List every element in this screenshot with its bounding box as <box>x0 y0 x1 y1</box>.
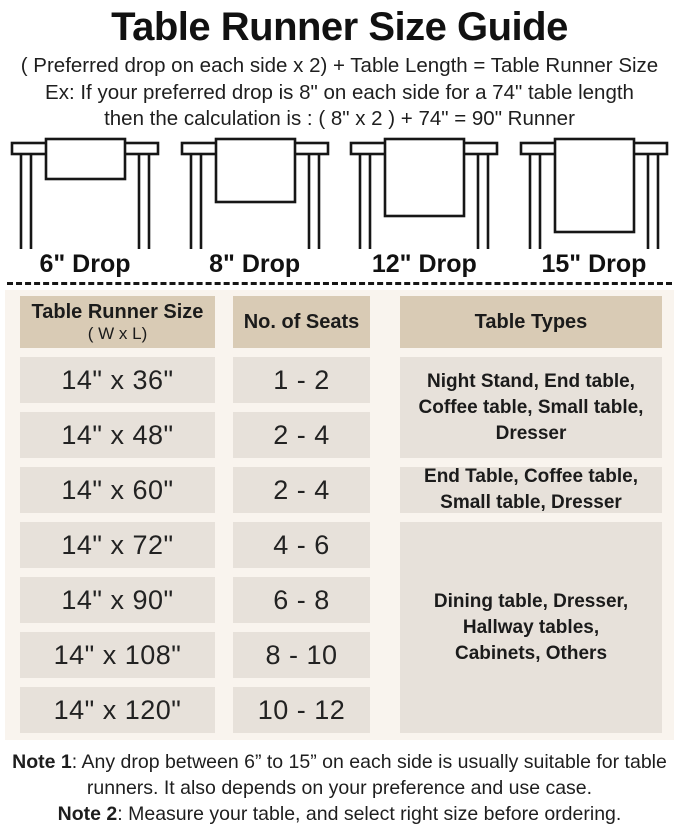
column-header-types <box>400 296 662 348</box>
note-1-text: : Any drop between 6” to 15” on each side is usually suitable for table runners. It also depends on your preference and use case. <box>71 751 667 799</box>
note-2-text: : Measure your table, and select right size before ordering. <box>117 803 622 825</box>
column-header-seats-title: No. of Seats <box>243 310 360 333</box>
table-types-cell <box>400 522 662 733</box>
seats-value: 2 - 4 <box>273 474 330 505</box>
size-cell <box>20 577 215 623</box>
formula-text: ( Preferred drop on each side x 2) + Table Length = Table Runner Size <box>20 54 659 77</box>
size-value: 14" x 72" <box>61 529 174 560</box>
drop-figure-15 <box>510 137 678 278</box>
note-1 <box>0 749 679 801</box>
drop-figure-8 <box>171 137 339 278</box>
table-types-cell <box>400 357 662 458</box>
size-guide-panel <box>5 290 674 740</box>
notes-section <box>0 749 679 827</box>
column-header-types-title: Table Types <box>474 310 588 333</box>
runner-rect <box>385 139 464 216</box>
size-cell <box>20 467 215 513</box>
seats-cell <box>233 577 370 623</box>
seats-value: 2 - 4 <box>273 419 330 450</box>
size-value: 14" x 60" <box>61 474 174 505</box>
drop-label: 8" Drop <box>209 250 301 278</box>
example-line-2: then the calculation is : ( 8" x 2 ) + 74" = 90" Runner <box>104 107 575 130</box>
size-cell <box>20 357 215 403</box>
runner-rect <box>555 139 634 232</box>
column-header-size-subtitle: ( W x L) <box>87 324 148 343</box>
size-cell <box>20 687 215 733</box>
drop-label: 12" Drop <box>371 250 477 278</box>
column-header-size-title: Table Runner Size <box>31 301 204 323</box>
seats-value: 10 - 12 <box>257 694 346 725</box>
size-cell <box>20 632 215 678</box>
seats-value: 6 - 8 <box>273 584 330 615</box>
table-types-cell <box>400 467 662 513</box>
drop-label: 6" Drop <box>39 250 131 278</box>
seats-cell <box>233 357 370 403</box>
page-title: Table Runner Size Guide <box>111 5 568 49</box>
size-value: 14" x 90" <box>61 584 174 615</box>
seats-cell <box>233 467 370 513</box>
table-runner-illustration <box>1 137 169 250</box>
table-types-value: Night Stand, End table, Coffee table, Small table, Dresser <box>418 370 644 444</box>
seats-value: 4 - 6 <box>273 529 330 560</box>
drop-figure-12 <box>340 137 508 278</box>
column-header-seats <box>233 296 370 348</box>
seats-cell <box>233 687 370 733</box>
note-2-label: Note 2 <box>57 803 118 825</box>
table-types-value: Dining table, Dresser, Hallway tables, Cabinets, Others <box>433 590 629 664</box>
column-header-size <box>20 296 215 348</box>
size-cell <box>20 522 215 568</box>
size-value: 14" x 36" <box>61 364 174 395</box>
note-1-label: Note 1 <box>12 751 72 773</box>
table-runner-illustration <box>510 137 678 250</box>
example-line-1: Ex: If your preferred drop is 8" on each side for a 74" table length <box>45 81 634 104</box>
seats-value: 1 - 2 <box>273 364 330 395</box>
drop-figures-row <box>0 137 679 278</box>
seats-cell <box>233 632 370 678</box>
seats-cell <box>233 522 370 568</box>
table-types-value: End Table, Coffee table, Small table, Dresser <box>424 466 638 513</box>
drop-figure-6 <box>1 137 169 278</box>
note-2 <box>0 801 679 827</box>
size-value: 14" x 108" <box>53 639 182 670</box>
size-value: 14" x 120" <box>53 694 182 725</box>
runner-rect <box>46 139 125 179</box>
dashed-divider <box>7 282 672 285</box>
seats-value: 8 - 10 <box>265 639 338 670</box>
table-runner-illustration <box>171 137 339 250</box>
table-runner-illustration <box>340 137 508 250</box>
size-value: 14" x 48" <box>61 419 174 450</box>
runner-rect <box>216 139 295 202</box>
drop-label: 15" Drop <box>541 250 647 278</box>
seats-cell <box>233 412 370 458</box>
size-guide-page <box>0 3 679 829</box>
size-cell <box>20 412 215 458</box>
